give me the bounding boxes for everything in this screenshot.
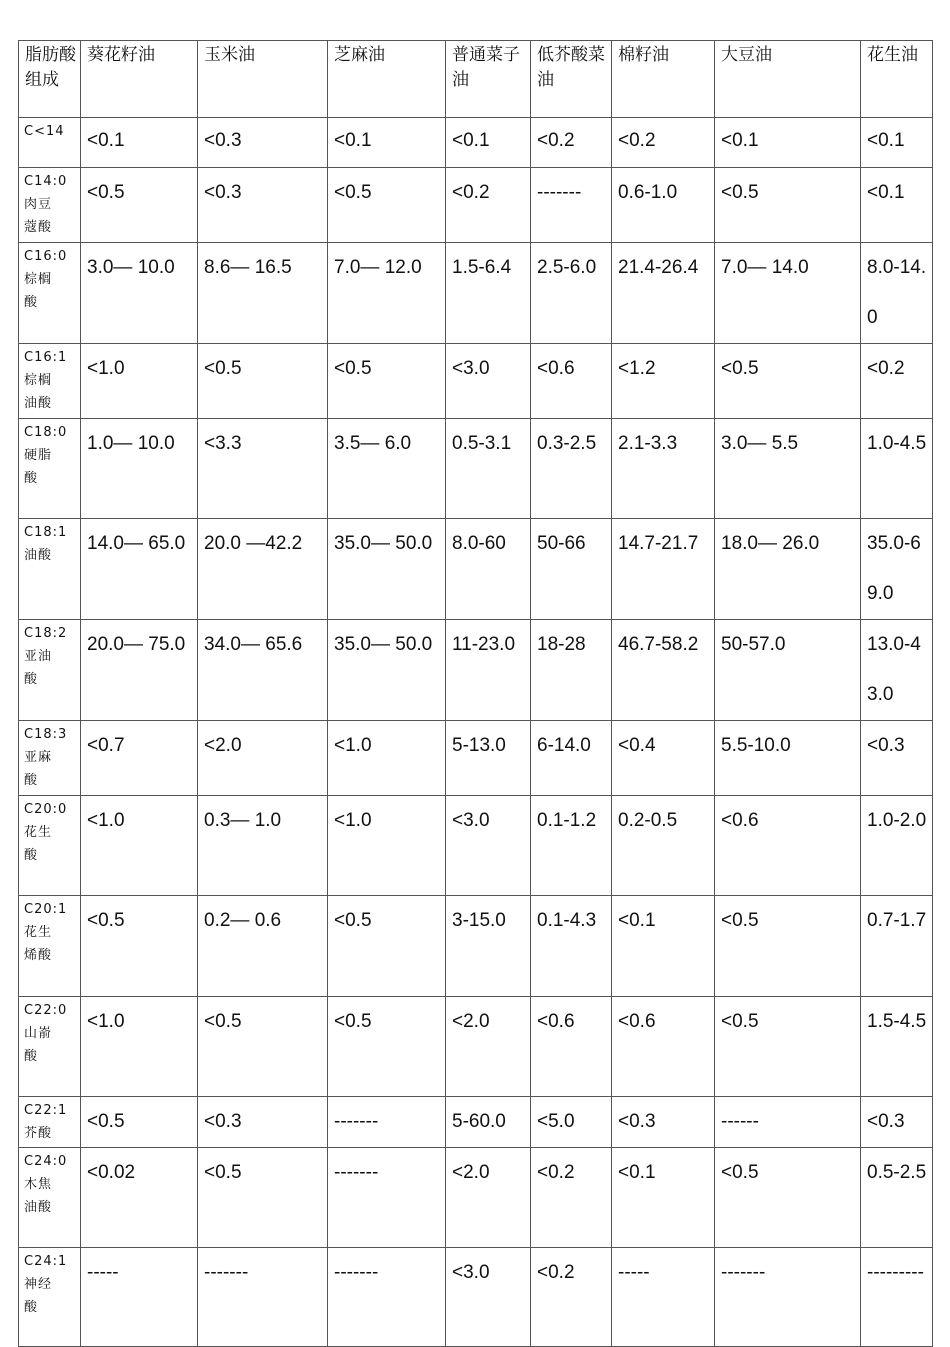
row-label-line: 油酸 [24, 548, 53, 563]
row-label-line: 酸 [24, 848, 39, 863]
value-cell: 5-13.0 [446, 721, 531, 796]
value-cell: 0.1-1.2 [531, 796, 612, 896]
value-cell: <3.0 [446, 1248, 531, 1347]
table-row [19, 620, 933, 721]
value-cell: <0.3 [198, 118, 328, 168]
value-cell: <0.6 [531, 997, 612, 1097]
value-cell: 14.0— 65.0 [81, 519, 198, 620]
row-label-line: 酸 [24, 1049, 39, 1064]
header-cell: 普通菜子油 [446, 41, 531, 118]
value-cell: 46.7-58.2 [612, 620, 715, 721]
value-cell: <2.0 [198, 721, 328, 796]
value-cell: <0.1 [861, 118, 933, 168]
value-cell: 35.0— 50.0 [328, 620, 446, 721]
value-cell: 14.7-21.7 [612, 519, 715, 620]
value-cell: 18.0— 26.0 [715, 519, 861, 620]
value-cell: <3.0 [446, 796, 531, 896]
value-cell: <2.0 [446, 997, 531, 1097]
header-cell: 花生油 [861, 41, 933, 118]
value-cell: <0.2 [531, 1248, 612, 1347]
value-cell: <0.5 [328, 344, 446, 419]
value-cell: --------- [861, 1248, 933, 1347]
value-cell: <0.7 [81, 721, 198, 796]
row-label-line: 酸 [24, 295, 39, 310]
value-cell: <1.0 [328, 721, 446, 796]
value-cell: <0.3 [198, 1097, 328, 1148]
value-cell: ------ [715, 1097, 861, 1148]
value-cell: 0.2— 0.6 [198, 896, 328, 997]
row-label [19, 620, 81, 721]
row-label-line: 木焦 [24, 1177, 53, 1192]
value-cell: 3.0— 5.5 [715, 419, 861, 519]
value-cell: <0.5 [198, 1148, 328, 1248]
value-cell: <0.5 [198, 997, 328, 1097]
row-label-line: 油酸 [24, 396, 53, 411]
row-label [19, 896, 81, 997]
value-cell: 0.3-2.5 [531, 419, 612, 519]
header-cell: 葵花籽油 [81, 41, 198, 118]
value-cell: 34.0— 65.6 [198, 620, 328, 721]
header-cell: 大豆油 [715, 41, 861, 118]
row-label-line: C20:1 [24, 902, 68, 917]
value-cell: <0.1 [612, 896, 715, 997]
value-cell: 6-14.0 [531, 721, 612, 796]
value-cell: <5.0 [531, 1097, 612, 1148]
table-row [19, 419, 933, 519]
row-label-line: C18:2 [24, 626, 68, 641]
value-cell: <3.0 [446, 344, 531, 419]
value-cell: <0.5 [328, 997, 446, 1097]
value-cell: <0.5 [715, 896, 861, 997]
value-cell: <0.3 [612, 1097, 715, 1148]
value-cell: <0.1 [715, 118, 861, 168]
row-label [19, 118, 81, 168]
header-cell: 棉籽油 [612, 41, 715, 118]
value-cell: <0.1 [446, 118, 531, 168]
row-label-line: 芥酸 [24, 1126, 53, 1141]
value-cell: 0.3— 1.0 [198, 796, 328, 896]
value-cell: <0.6 [612, 997, 715, 1097]
table-row [19, 344, 933, 419]
value-cell: 1.0-4.5 [861, 419, 933, 519]
value-cell: ----- [612, 1248, 715, 1347]
row-label-line: C22:1 [24, 1103, 68, 1118]
value-cell: ------- [328, 1248, 446, 1347]
value-cell: 7.0— 12.0 [328, 243, 446, 344]
row-label [19, 997, 81, 1097]
value-cell: ----- [81, 1248, 198, 1347]
row-label-line: C18:0 [24, 425, 68, 440]
row-label [19, 519, 81, 620]
value-cell: <0.1 [81, 118, 198, 168]
value-cell: <0.5 [198, 344, 328, 419]
value-cell: <0.2 [531, 118, 612, 168]
row-label-line: 山嵛 [24, 1026, 53, 1041]
value-cell: 8.0-14.0 [861, 243, 933, 344]
table-row [19, 1148, 933, 1248]
value-cell: 0.7-1.7 [861, 896, 933, 997]
value-cell: 21.4-26.4 [612, 243, 715, 344]
row-label-line: 烯酸 [24, 948, 53, 963]
value-cell: ------- [198, 1248, 328, 1347]
header-cell: 脂肪酸组成 [19, 41, 81, 118]
value-cell: 18-28 [531, 620, 612, 721]
value-cell: 0.1-4.3 [531, 896, 612, 997]
row-label-line: C24:0 [24, 1154, 68, 1169]
row-label-line: 神经 [24, 1277, 53, 1292]
row-label-line: 酸 [24, 672, 39, 687]
row-label-line: C18:3 [24, 727, 68, 742]
table-row [19, 519, 933, 620]
value-cell: 0.5-3.1 [446, 419, 531, 519]
value-cell: <0.5 [715, 997, 861, 1097]
value-cell: 0.5-2.5 [861, 1148, 933, 1248]
value-cell: ------- [531, 168, 612, 243]
value-cell: <0.5 [81, 896, 198, 997]
row-label [19, 419, 81, 519]
value-cell: ------- [328, 1148, 446, 1248]
value-cell: 13.0-43.0 [861, 620, 933, 721]
row-label [19, 796, 81, 896]
value-cell: <1.0 [81, 997, 198, 1097]
table-row [19, 1248, 933, 1347]
value-cell: <0.5 [715, 168, 861, 243]
value-cell: 1.0-2.0 [861, 796, 933, 896]
table-row [19, 168, 933, 243]
value-cell: 5-60.0 [446, 1097, 531, 1148]
value-cell: <2.0 [446, 1148, 531, 1248]
value-cell: 0.6-1.0 [612, 168, 715, 243]
value-cell: 1.5-4.5 [861, 997, 933, 1097]
value-cell: <0.2 [861, 344, 933, 419]
value-cell: 35.0-69.0 [861, 519, 933, 620]
row-label-line: 酸 [24, 471, 39, 486]
value-cell: <0.5 [715, 344, 861, 419]
value-cell: <0.5 [81, 168, 198, 243]
value-cell: 8.0-60 [446, 519, 531, 620]
table-body [19, 41, 933, 1347]
row-label-line: C16:1 [24, 350, 68, 365]
value-cell: <1.0 [81, 344, 198, 419]
row-label-line: 亚麻 [24, 750, 53, 765]
row-label-line: C20:0 [24, 802, 68, 817]
value-cell: <1.2 [612, 344, 715, 419]
value-cell: ------- [715, 1248, 861, 1347]
row-label [19, 1148, 81, 1248]
value-cell: 0.2-0.5 [612, 796, 715, 896]
value-cell: <0.2 [446, 168, 531, 243]
table-row [19, 118, 933, 168]
value-cell: <3.3 [198, 419, 328, 519]
table-row [19, 796, 933, 896]
value-cell: 50-57.0 [715, 620, 861, 721]
row-label-line: C14:0 [24, 174, 68, 189]
table-row [19, 1097, 933, 1148]
row-label-line: C22:0 [24, 1003, 68, 1018]
value-cell: 7.0— 14.0 [715, 243, 861, 344]
value-cell: <0.5 [328, 896, 446, 997]
value-cell: 20.0 —42.2 [198, 519, 328, 620]
value-cell: <0.3 [861, 721, 933, 796]
value-cell: 1.0— 10.0 [81, 419, 198, 519]
row-label-line: 硬脂 [24, 448, 53, 463]
row-label-line: 亚油 [24, 649, 53, 664]
value-cell: <0.5 [715, 1148, 861, 1248]
row-label-line: 棕榈 [24, 373, 53, 388]
row-label-line: C16:0 [24, 249, 68, 264]
table-row [19, 243, 933, 344]
value-cell: 3.5— 6.0 [328, 419, 446, 519]
value-cell: 2.5-6.0 [531, 243, 612, 344]
value-cell: 50-66 [531, 519, 612, 620]
header-cell: 玉米油 [198, 41, 328, 118]
value-cell: <0.2 [612, 118, 715, 168]
value-cell: ------- [328, 1097, 446, 1148]
row-label [19, 721, 81, 796]
fatty-acid-table [18, 40, 933, 1347]
table-row [19, 997, 933, 1097]
table-row [19, 721, 933, 796]
value-cell: <1.0 [328, 796, 446, 896]
value-cell: 1.5-6.4 [446, 243, 531, 344]
header-cell: 芝麻油 [328, 41, 446, 118]
value-cell: <0.5 [328, 168, 446, 243]
row-label-line: 花生 [24, 825, 53, 840]
value-cell: <0.3 [198, 168, 328, 243]
value-cell: 20.0— 75.0 [81, 620, 198, 721]
row-label [19, 344, 81, 419]
row-label-line: 蔻酸 [24, 220, 53, 235]
value-cell: <0.2 [531, 1148, 612, 1248]
row-label-line: 棕榈 [24, 272, 53, 287]
value-cell: <0.6 [715, 796, 861, 896]
value-cell: 35.0— 50.0 [328, 519, 446, 620]
table-row [19, 896, 933, 997]
value-cell: <0.1 [328, 118, 446, 168]
value-cell: <0.5 [81, 1097, 198, 1148]
row-label-line: 油酸 [24, 1200, 53, 1215]
value-cell: <0.6 [531, 344, 612, 419]
row-label [19, 168, 81, 243]
row-label-line: C24:1 [24, 1254, 68, 1269]
header-cell: 低芥酸菜油 [531, 41, 612, 118]
value-cell: <0.4 [612, 721, 715, 796]
value-cell: 3.0— 10.0 [81, 243, 198, 344]
row-label-line: 肉豆 [24, 197, 53, 212]
row-label [19, 243, 81, 344]
value-cell: 8.6— 16.5 [198, 243, 328, 344]
row-label-line: 酸 [24, 773, 39, 788]
row-label-line: C18:1 [24, 525, 68, 540]
row-label [19, 1097, 81, 1148]
value-cell: 11-23.0 [446, 620, 531, 721]
row-label-line: C<14 [24, 124, 65, 139]
header-row [19, 41, 933, 118]
value-cell: <0.02 [81, 1148, 198, 1248]
value-cell: <1.0 [81, 796, 198, 896]
value-cell: 5.5-10.0 [715, 721, 861, 796]
value-cell: <0.1 [612, 1148, 715, 1248]
value-cell: 2.1-3.3 [612, 419, 715, 519]
row-label-line: 酸 [24, 1300, 39, 1315]
row-label [19, 1248, 81, 1347]
row-label-line: 花生 [24, 925, 53, 940]
value-cell: <0.1 [861, 168, 933, 243]
value-cell: 3-15.0 [446, 896, 531, 997]
value-cell: <0.3 [861, 1097, 933, 1148]
